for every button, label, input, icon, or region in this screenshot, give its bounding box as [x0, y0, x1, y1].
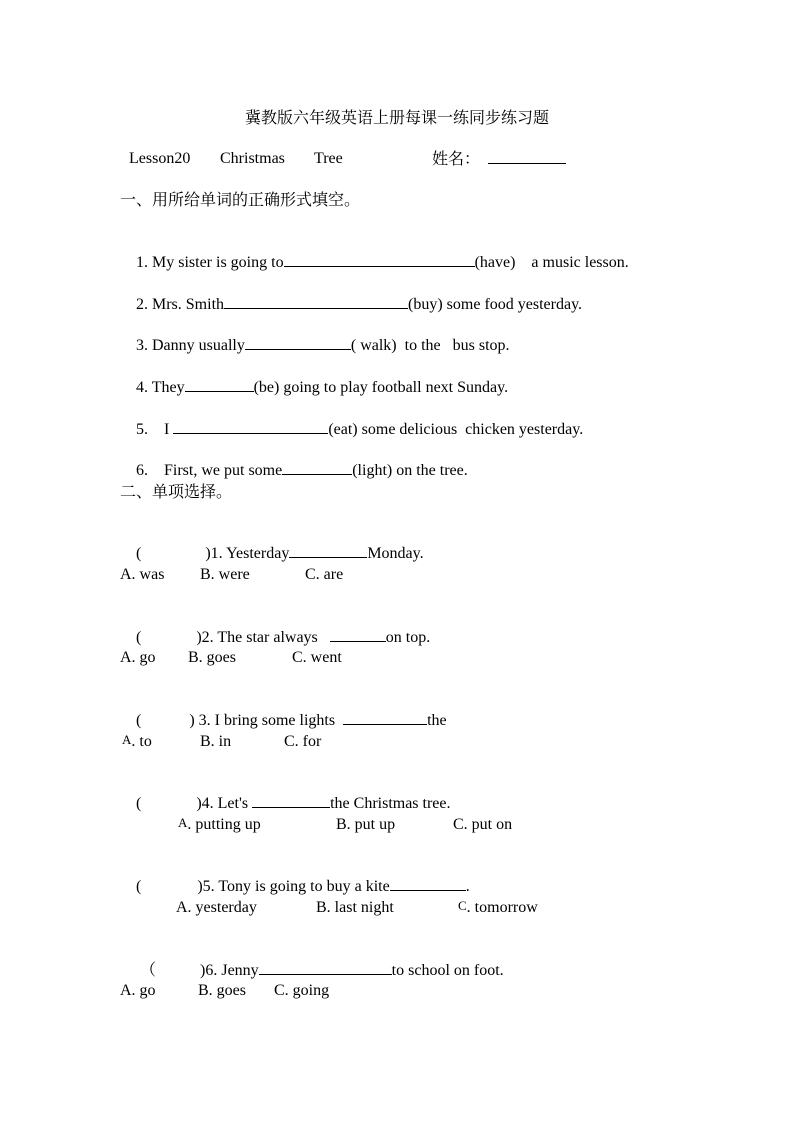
q2-answer-slot[interactable] [141, 628, 196, 642]
lesson-label: Lesson20 [129, 150, 191, 167]
q2-option-a: A. go [120, 649, 156, 666]
fill-item-4-suffix: going to play football next Sunday. [283, 379, 509, 396]
q4-option-c: C. put on [453, 816, 513, 833]
q3-option-b: B. in [200, 733, 232, 750]
q5-stem: )5. Tony is going to buy a kite [197, 878, 390, 895]
q4-after: the Christmas tree. [330, 795, 451, 812]
q3-stem: ) 3. I bring some lights [189, 712, 336, 729]
q3-option-c: C. for [284, 733, 322, 750]
fill-item-5-hint: (eat) [328, 421, 358, 438]
q1-open-paren: ( [136, 545, 142, 562]
q1-option-a: A. was [120, 566, 165, 583]
fill-item-1-suffix: a music lesson. [531, 254, 629, 271]
fill-item-2-suffix: some food yesterday. [446, 296, 583, 313]
name-blank[interactable] [488, 149, 566, 170]
fill-item-3-suffix: to the bus stop. [404, 337, 510, 354]
fill-item-6-hint: (light) [352, 462, 393, 479]
fill-item-5-suffix: some delicious chicken yesterday. [361, 421, 584, 438]
fill-item-3-hint: ( walk) [350, 337, 397, 354]
fill-item-1-hint: (have) [474, 254, 516, 271]
q2-option-b: B. goes [188, 649, 236, 666]
q1-blank[interactable] [289, 543, 367, 558]
page-title: 冀教版六年级英语上册每课一练同步练习题 [244, 108, 549, 127]
q3-option-a-letter: A [122, 732, 132, 747]
choice-question-1 [120, 523, 424, 584]
q6-open-paren: （ [140, 960, 157, 979]
q1-options [120, 565, 164, 585]
choice-question-4 [120, 773, 451, 834]
q2-blank[interactable] [330, 627, 386, 642]
q4-stem: )4. Let's [196, 795, 249, 812]
q1-after: Monday. [367, 545, 424, 562]
fill-item-1-prefix: 1. My sister is going to [136, 254, 284, 271]
q5-open-paren: ( [136, 878, 142, 895]
q4-option-b: B. put up [336, 816, 396, 833]
q4-answer-slot[interactable] [141, 794, 196, 808]
q1-option-b: B. were [200, 566, 250, 583]
q6-blank[interactable] [259, 960, 392, 975]
fill-item-2-blank[interactable] [224, 294, 408, 309]
fill-item-3-blank[interactable] [245, 335, 351, 350]
q6-after: to school on foot. [391, 962, 504, 979]
q3-option-a-text: . to [131, 733, 152, 750]
q1-stem: )1. Yesterday [205, 545, 290, 562]
q6-answer-slot[interactable] [156, 961, 200, 975]
fill-item-5-prefix: 5. I [136, 421, 174, 438]
fill-item-4-hint: (be) [253, 379, 280, 396]
section2-heading: 二、单项选择。 [120, 482, 233, 501]
q3-answer-slot[interactable] [141, 711, 189, 725]
q3-after: the [427, 712, 447, 729]
q5-option-c-text: . tomorrow [466, 899, 538, 916]
q4-option-a [178, 815, 261, 835]
q5-blank[interactable] [390, 876, 466, 891]
q6-option-a: A. go [120, 982, 156, 999]
lesson-topic-1: Christmas [220, 150, 285, 167]
lesson-topic-2: Tree [314, 150, 343, 167]
name-label: 姓名： [432, 149, 481, 168]
section1-heading: 一、用所给单词的正确形式填空。 [120, 190, 361, 209]
q5-option-b: B. last night [316, 899, 394, 916]
q2-option-c: C. went [292, 649, 342, 666]
fill-item-5-blank[interactable] [173, 419, 328, 434]
q4-option-a-text: . putting up [187, 816, 261, 833]
q6-stem: )6. Jenny [200, 962, 259, 979]
q5-option-c-letter: C [458, 898, 467, 913]
fill-item-3-prefix: 3. Danny usually [136, 337, 245, 354]
q3-option-a [122, 732, 152, 752]
fill-item-2-hint: (buy) [408, 296, 443, 313]
q1-answer-slot[interactable] [141, 544, 205, 558]
q6-option-c: C. going [274, 982, 330, 999]
q4-option-a-letter: A [178, 815, 188, 830]
q2-stem: )2. The star always [196, 629, 318, 646]
q5-answer-slot[interactable] [141, 877, 197, 891]
q4-blank[interactable] [252, 793, 330, 808]
q5-after: . [465, 878, 470, 895]
q5-option-a: A. yesterday [176, 899, 257, 916]
q2-after: on top. [385, 629, 431, 646]
fill-item-4-prefix: 4. They [136, 379, 185, 396]
fill-item-6-suffix: on the tree. [396, 462, 468, 479]
fill-item-4-blank[interactable] [185, 377, 254, 392]
fill-item-6-prefix: 6. First, we put some [136, 462, 283, 479]
q4-open-paren: ( [136, 795, 142, 812]
choice-question-5 [120, 856, 470, 917]
choice-question-2 [120, 607, 430, 668]
q6-option-b: B. goes [198, 982, 246, 999]
fill-item-6-blank[interactable] [282, 460, 352, 475]
q3-open-paren: ( [136, 712, 142, 729]
fill-item-1-blank[interactable] [284, 252, 475, 267]
fill-item-2-prefix: 2. Mrs. Smith [136, 296, 225, 313]
q1-option-c: C. are [305, 566, 344, 583]
q3-blank[interactable] [343, 710, 427, 725]
q5-option-c [458, 898, 538, 918]
q2-open-paren: ( [136, 629, 142, 646]
